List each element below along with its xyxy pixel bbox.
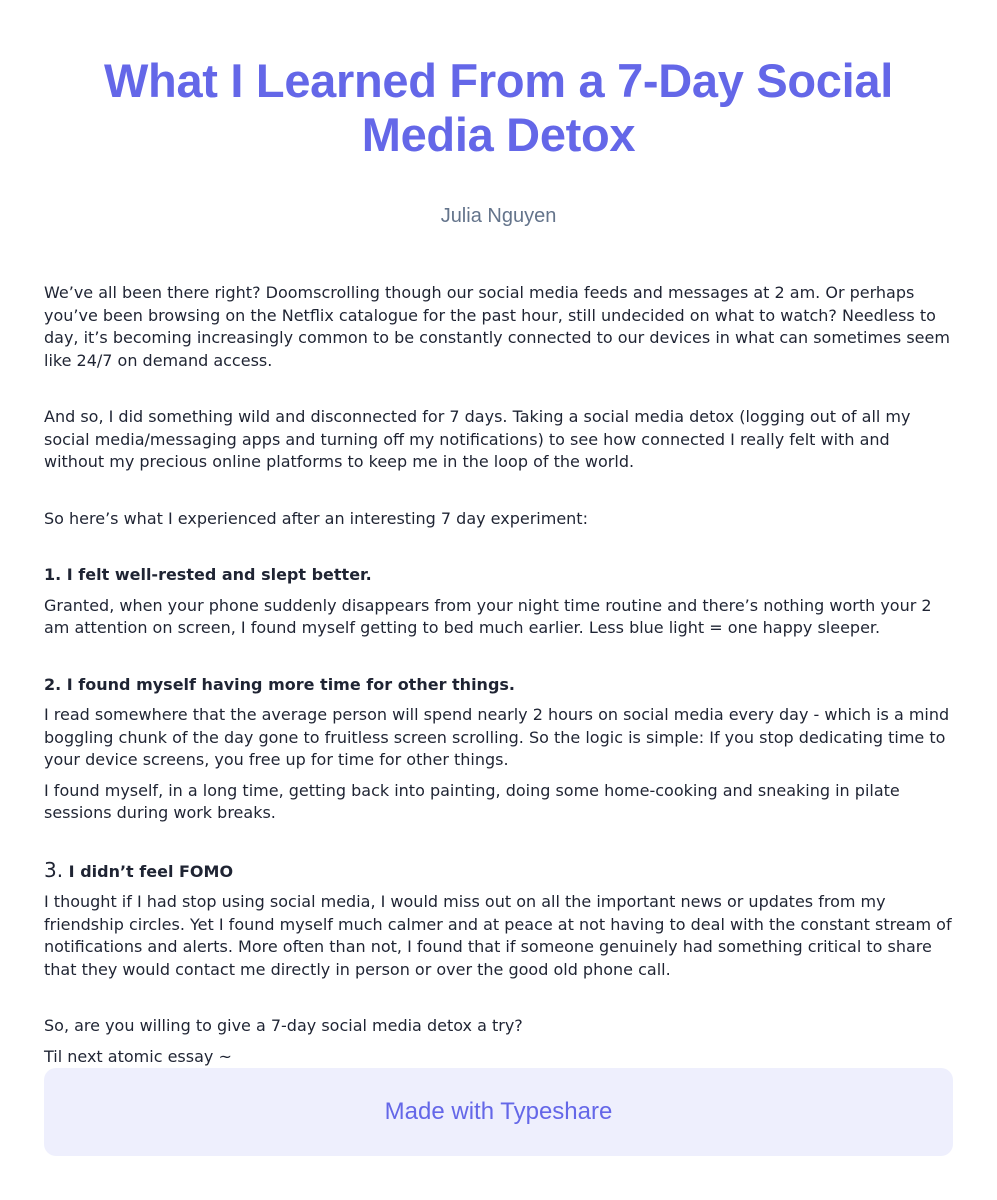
footer-label: Made with Typeshare [384,1098,613,1125]
section-2-text-1: I read somewhere that the average person will spend nearly 2 hours on social media every day - which is a mind boggling chunk of the day gone to fruitless screen scrolling. So the logic is simple: If you stop dedicating time to your device screens, you free up for time for other things. [44,705,950,769]
intro-paragraph-1: We’ve all been there right? Doomscrolling though our social media feeds and messages at 2 am. Or perhaps you’ve been browsing on the Netflix catalogue for the past hour, still undecided on what to watch? Needless to day, it’s becoming increasingly common to be constantly connected to our devices in what can sometimes seem like 24/7 on demand access. [44,283,950,370]
section-3-text: I thought if I had stop using social media, I would miss out on all the important news or updates from my friendship circles. Yet I found myself much calmer and at peace at not having to deal with the constant stream of notifications and alerts. More often than not, I found that if someone genuinely had something critical to share that they would contact me directly in person or over the good old phone call. [44,892,952,979]
section-3-number: 3. [44,857,64,882]
section-2-text-2: I found myself, in a long time, getting back into painting, doing some home-cooking and sneaking in pilate sessions during work breaks. [44,780,900,822]
made-with-typeshare-banner[interactable] [44,1068,953,1156]
article-body [44,282,953,1068]
outro-paragraph-1: So, are you willing to give a 7-day social media detox a try? [44,1016,523,1035]
section-1-text: Granted, when your phone suddenly disappears from your night time routine and there’s nothing worth your 2 am attention on screen, I found myself getting to bed much earlier. Less blue light = one happy sleeper. [44,595,932,637]
section-2-heading: 2. I found myself having more time for other things. [44,674,515,694]
intro-paragraph-3: So here’s what I experienced after an interesting 7 day experiment: [44,508,588,528]
intro-paragraph-2: And so, I did something wild and disconnected for 7 days. Taking a social media detox (logging out of all my social media/messaging apps and turning off my notifications) to see how connected I really felt with and without my precious online platforms to keep me in the loop of the world. [44,407,911,471]
section-1-heading: 1. I felt well-rested and slept better. [44,565,372,584]
author-name: Julia Nguyen [440,205,557,227]
article-title: What I Learned From a 7-Day Social Media Detox [103,54,893,161]
section-3-heading [44,859,953,884]
outro-paragraph-2: Til next atomic essay ~ [44,1046,232,1066]
section-3-heading-text: I didn’t feel FOMO [68,861,234,881]
